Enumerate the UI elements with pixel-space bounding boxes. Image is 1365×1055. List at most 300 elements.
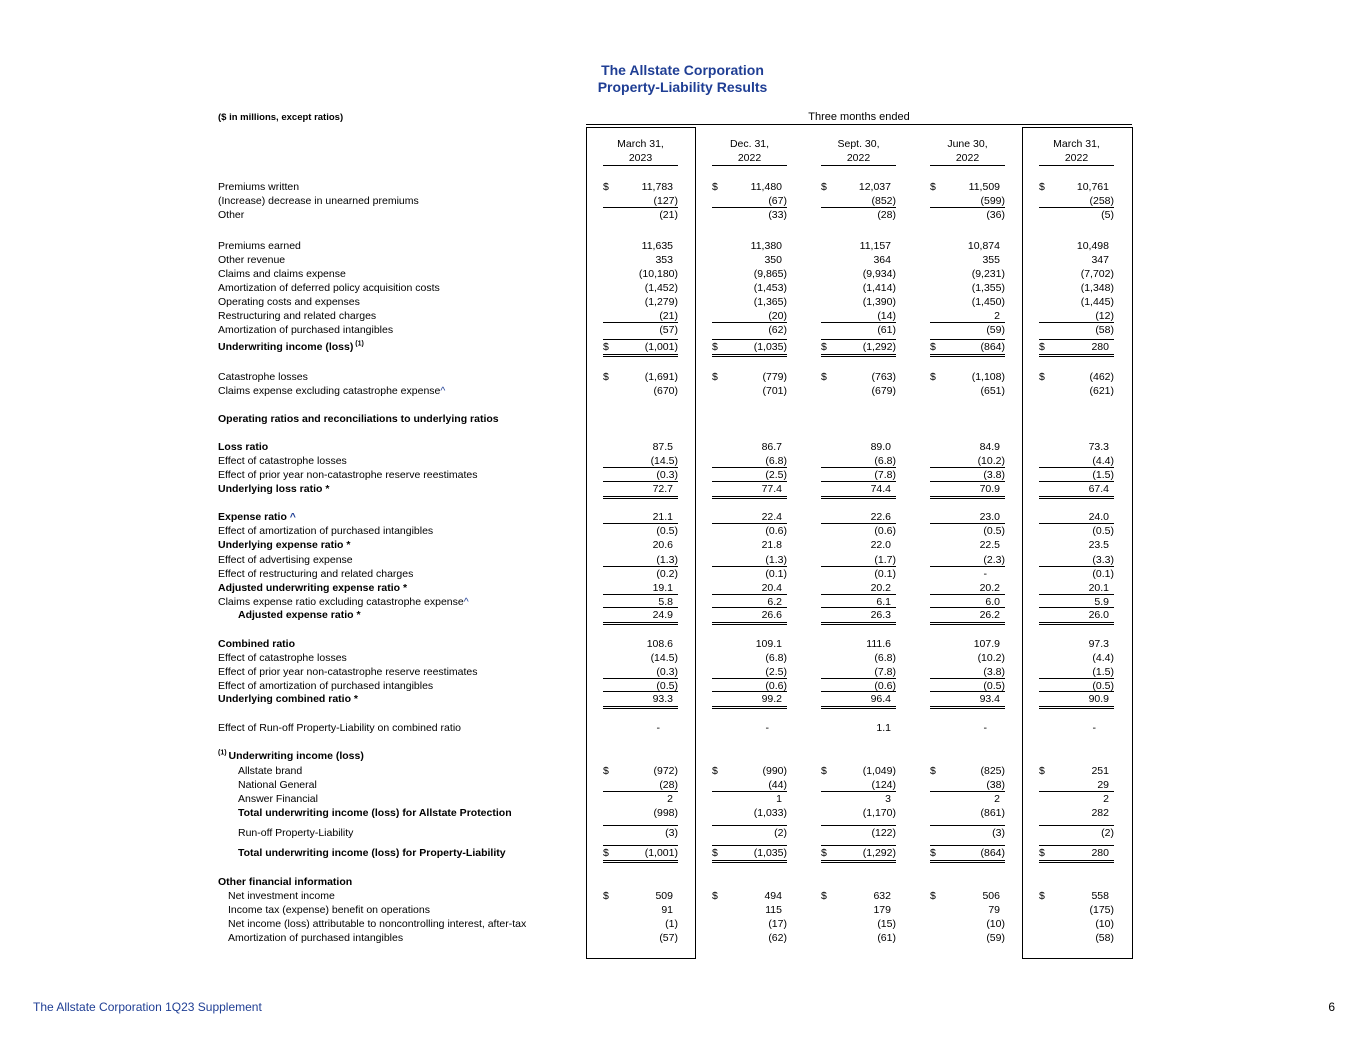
table-row: [0, 665, 1365, 679]
value: 2: [994, 793, 1000, 805]
single-rule: [1039, 594, 1114, 595]
value-cell: [821, 721, 896, 735]
single-rule: [1039, 825, 1114, 826]
value: (9,865): [753, 268, 787, 280]
table-row: [0, 510, 1365, 524]
value: 84.9: [979, 441, 1000, 453]
value: (621): [1089, 385, 1114, 397]
value: 26.2: [979, 609, 1000, 621]
value-cell: [930, 651, 1005, 665]
value-cell: [930, 239, 1005, 253]
dollar-sign: $: [1039, 181, 1045, 193]
dollar-sign: $: [712, 341, 718, 353]
value-cell: [712, 208, 787, 222]
value-cell: [712, 239, 787, 253]
value: (599): [980, 195, 1005, 207]
value-cell: [930, 581, 1005, 595]
value-cell: [821, 538, 896, 552]
single-rule: [712, 594, 787, 595]
double-rule: [1039, 622, 1114, 625]
value-cell: [930, 889, 1005, 903]
double-rule: [603, 481, 678, 482]
value-cell: [603, 637, 678, 651]
single-rule: [1039, 791, 1114, 792]
value-cell: [603, 309, 678, 323]
caret-marker: ^: [286, 511, 296, 523]
value: (1,108): [971, 371, 1005, 383]
value-cell: [930, 510, 1005, 524]
value-cell: [821, 253, 896, 267]
value: 21.1: [652, 511, 673, 523]
value: 11,157: [859, 240, 891, 252]
column-header-month: Dec. 31,: [729, 138, 770, 150]
value: (4.4): [1092, 652, 1114, 664]
dollar-sign: $: [603, 181, 609, 193]
column-header-year: 2023: [628, 152, 653, 164]
row-label: Effect of advertising expense: [218, 554, 353, 566]
value: (864): [980, 847, 1005, 859]
value: (14.5): [650, 455, 678, 467]
dollar-sign: $: [1039, 371, 1045, 383]
double-rule: [1039, 481, 1114, 482]
single-rule: [1039, 678, 1114, 679]
value: (57): [659, 324, 678, 336]
value: (1,049): [862, 765, 896, 777]
value-cell: [603, 370, 678, 384]
column-header-year: 2022: [737, 152, 762, 164]
double-rule: [821, 622, 896, 625]
value-cell: [821, 581, 896, 595]
page-subtitle: Property-Liability Results: [597, 79, 768, 95]
value: (9,934): [862, 268, 896, 280]
value-cell: [1039, 208, 1114, 222]
value: (0.3): [656, 666, 678, 678]
table-row: [0, 482, 1365, 496]
double-rule: [712, 354, 787, 357]
table-row: [0, 180, 1365, 194]
column-header: [1039, 137, 1114, 165]
column-header-underline: [1039, 165, 1114, 166]
dollar-sign: $: [821, 341, 827, 353]
row-label: Underlying loss ratio *: [218, 483, 330, 495]
table-row: [0, 608, 1365, 622]
value: (651): [980, 385, 1005, 397]
column-header-month: Sept. 30,: [837, 138, 880, 150]
value: (61): [877, 932, 896, 944]
table-row: [0, 903, 1365, 917]
double-rule: [930, 354, 1005, 357]
value: 19.1: [652, 582, 673, 594]
value-cell: [930, 917, 1005, 931]
value-cell: [603, 651, 678, 665]
row-label: Adjusted underwriting expense ratio *: [218, 582, 408, 594]
double-rule: [821, 339, 896, 340]
value: (28): [659, 779, 678, 791]
table-row: [0, 524, 1365, 538]
value: (62): [768, 324, 787, 336]
value: (0.5): [1092, 525, 1114, 537]
value: 355: [982, 254, 1000, 266]
value-cell: [930, 440, 1005, 454]
dollar-sign: $: [930, 371, 936, 383]
value-cell: [603, 721, 678, 735]
single-rule: [1039, 566, 1114, 567]
value-cell: [603, 692, 678, 706]
value: (61): [877, 324, 896, 336]
value: 11,783: [641, 181, 673, 193]
single-rule: [821, 566, 896, 567]
value-cell: [712, 482, 787, 496]
row-label: Loss ratio: [218, 441, 269, 453]
caret-marker: ^: [463, 596, 469, 608]
value: 89.0: [870, 441, 891, 453]
value-cell: [1039, 692, 1114, 706]
dollar-sign: $: [1039, 765, 1045, 777]
single-rule: [1039, 467, 1114, 468]
column-header-underline: [712, 165, 787, 166]
double-rule: [930, 481, 1005, 482]
row-label: Amortization of purchased intangibles: [228, 932, 404, 944]
dollar-sign: $: [821, 890, 827, 902]
table-row: [0, 281, 1365, 295]
value-cell: [821, 208, 896, 222]
value: -: [1092, 722, 1096, 734]
value-cell: [930, 538, 1005, 552]
value-cell: [930, 931, 1005, 945]
row-label: Restructuring and related charges: [218, 310, 377, 322]
dollar-sign: $: [930, 890, 936, 902]
value-cell: [821, 917, 896, 931]
value: (1,355): [971, 282, 1005, 294]
value: 77.4: [761, 483, 782, 495]
value-cell: [712, 792, 787, 806]
value-cell: [1039, 239, 1114, 253]
value: 632: [873, 890, 891, 902]
value: 353: [655, 254, 673, 266]
double-rule: [930, 339, 1005, 340]
row-label: Premiums written: [218, 181, 300, 193]
value: 26.6: [761, 609, 782, 621]
value-cell: [712, 295, 787, 309]
value-cell: [821, 637, 896, 651]
table-row: [0, 253, 1365, 267]
column-header-year: 2022: [955, 152, 980, 164]
double-rule: [603, 339, 678, 340]
value: (1,035): [753, 341, 787, 353]
value: (0.2): [656, 568, 678, 580]
value: (1,001): [644, 847, 678, 859]
value: 251: [1091, 765, 1109, 777]
value-cell: [1039, 637, 1114, 651]
value: 86.7: [761, 441, 782, 453]
double-rule: [712, 496, 787, 499]
column-header-underline: [603, 165, 678, 166]
single-rule: [712, 467, 787, 468]
value-cell: [1039, 651, 1114, 665]
value: 24.9: [652, 609, 673, 621]
value-cell: [930, 665, 1005, 679]
value-cell: [821, 384, 896, 398]
dollar-sign: $: [930, 765, 936, 777]
table-row: [0, 792, 1365, 806]
single-rule: [821, 467, 896, 468]
double-rule: [821, 496, 896, 499]
single-rule: [930, 467, 1005, 468]
double-rule: [1039, 860, 1114, 863]
single-rule: [821, 791, 896, 792]
double-rule: [930, 496, 1005, 499]
table-row: [0, 721, 1365, 735]
value-cell: [1039, 721, 1114, 735]
value: (701): [762, 385, 787, 397]
dollar-sign: $: [603, 371, 609, 383]
value: (972): [653, 765, 678, 777]
value: (1,691): [644, 371, 678, 383]
value-cell: [821, 665, 896, 679]
value: 20.2: [870, 582, 891, 594]
value-cell: [712, 721, 787, 735]
value: -: [983, 568, 987, 580]
double-rule: [930, 706, 1005, 709]
value: 20.6: [652, 539, 673, 551]
table-row: [0, 468, 1365, 482]
table-row: [0, 567, 1365, 581]
value-cell: [930, 524, 1005, 538]
caret-marker: ^: [440, 385, 446, 397]
value: (3): [992, 827, 1005, 839]
value-cell: [603, 665, 678, 679]
value: 11,509: [968, 181, 1000, 193]
value: (1,390): [862, 296, 896, 308]
value-cell: [821, 194, 896, 208]
double-rule: [603, 607, 678, 608]
single-rule: [930, 523, 1005, 524]
double-rule: [1039, 496, 1114, 499]
value-cell: [930, 608, 1005, 622]
value: (21): [659, 209, 678, 221]
value: (1.3): [656, 554, 678, 566]
single-rule: [712, 207, 787, 208]
value-cell: [821, 180, 896, 194]
value: 10,498: [1076, 240, 1109, 252]
value-cell: [1039, 567, 1114, 581]
row-label: Total underwriting income (loss) for Allstate Protection: [238, 807, 512, 819]
value-cell: [821, 239, 896, 253]
value-cell: [603, 553, 678, 567]
value: (779): [762, 371, 787, 383]
row-label: Claims expense ratio excluding catastrophe expense^: [218, 596, 469, 608]
column-header-year: 2022: [846, 152, 871, 164]
value: -: [765, 722, 769, 734]
single-rule: [603, 678, 678, 679]
dollar-sign: $: [603, 341, 609, 353]
double-rule: [930, 845, 1005, 846]
value-cell: [930, 194, 1005, 208]
single-rule: [1039, 207, 1114, 208]
value-cell: [712, 608, 787, 622]
value-cell: [930, 764, 1005, 778]
value-cell: [603, 482, 678, 496]
value-cell: [712, 903, 787, 917]
single-rule: [603, 207, 678, 208]
value: 93.4: [979, 693, 1000, 705]
value-cell: [712, 194, 787, 208]
double-rule: [1039, 706, 1114, 709]
footer-title: The Allstate Corporation 1Q23 Supplement: [33, 1000, 262, 1014]
value: 24.0: [1088, 511, 1109, 523]
value-cell: [603, 239, 678, 253]
value-cell: [603, 340, 678, 354]
dollar-sign: $: [1039, 890, 1045, 902]
double-rule: [603, 691, 678, 692]
row-label: Effect of catastrophe losses: [218, 455, 347, 467]
double-rule: [712, 706, 787, 709]
value: 1.1: [876, 722, 891, 734]
value: 22.6: [870, 511, 891, 523]
dollar-sign: $: [603, 890, 609, 902]
single-rule: [821, 207, 896, 208]
value-cell: [821, 281, 896, 295]
value: (10.2): [977, 455, 1005, 467]
value: 10,874: [967, 240, 1000, 252]
value: 280: [1091, 341, 1109, 353]
value: 20.2: [979, 582, 1000, 594]
value: (3.8): [983, 666, 1005, 678]
value-cell: [712, 524, 787, 538]
value-cell: [603, 917, 678, 931]
value: (462): [1089, 371, 1114, 383]
value-cell: [1039, 764, 1114, 778]
table-row: [0, 692, 1365, 706]
row-label: Operating ratios and reconciliations to underlying ratios: [218, 413, 499, 425]
value: (3.8): [983, 469, 1005, 481]
value: (59): [986, 932, 1005, 944]
row-label: Effect of prior year non-catastrophe reserve reestimates: [218, 469, 478, 481]
value-cell: [1039, 194, 1114, 208]
value-cell: [712, 637, 787, 651]
value-cell: [930, 208, 1005, 222]
value-cell: [1039, 267, 1114, 281]
value-cell: [603, 792, 678, 806]
table-row: [0, 637, 1365, 651]
column-header-month: March 31,: [1053, 138, 1100, 150]
value: (57): [659, 932, 678, 944]
value-cell: [603, 608, 678, 622]
value-cell: [821, 295, 896, 309]
value: 6.2: [767, 596, 782, 608]
row-label: (Increase) decrease in unearned premiums: [218, 195, 419, 207]
value-cell: [1039, 440, 1114, 454]
value-cell: [1039, 806, 1114, 820]
table-row: [0, 370, 1365, 384]
value-cell: [1039, 889, 1114, 903]
value-cell: [1039, 665, 1114, 679]
value: 115: [765, 904, 782, 916]
single-rule: [712, 791, 787, 792]
double-rule: [603, 354, 678, 357]
single-rule: [821, 523, 896, 524]
value-cell: [1039, 370, 1114, 384]
value: (1,450): [971, 296, 1005, 308]
value: (6.8): [765, 455, 787, 467]
value: 74.4: [870, 483, 891, 495]
table-row: [0, 323, 1365, 337]
value: (1,170): [862, 807, 896, 819]
value-cell: [603, 778, 678, 792]
value: (14): [877, 310, 896, 322]
value: (3.3): [1092, 554, 1114, 566]
row-label: Underwriting income (loss) $^{(1)}$: [218, 340, 364, 353]
value-cell: [1039, 482, 1114, 496]
value-cell: [1039, 792, 1114, 806]
value: (998): [653, 807, 678, 819]
column-header-month: March 31,: [617, 138, 664, 150]
value-cell: [821, 567, 896, 581]
value: (6.8): [874, 652, 896, 664]
value: (0.5): [983, 680, 1005, 692]
table-row: [0, 295, 1365, 309]
value-cell: [603, 903, 678, 917]
double-rule: [821, 607, 896, 608]
value-cell: [603, 194, 678, 208]
value: (2): [1101, 827, 1114, 839]
value: (1.7): [874, 554, 896, 566]
value-cell: [821, 468, 896, 482]
value-cell: [603, 295, 678, 309]
double-rule: [712, 481, 787, 482]
value-cell: [821, 370, 896, 384]
double-rule: [1039, 354, 1114, 357]
table-row: [0, 764, 1365, 778]
double-rule: [930, 622, 1005, 625]
row-label: Expense ratio ^: [218, 511, 296, 523]
column-header-year: 2022: [1064, 152, 1089, 164]
row-label: Other financial information: [218, 876, 353, 888]
table-row: [0, 917, 1365, 931]
column-header-underline: [930, 165, 1005, 166]
row-label: Effect of catastrophe losses: [218, 652, 347, 664]
period-label: Three months ended: [808, 111, 910, 123]
value: (0.3): [656, 469, 678, 481]
column-header-underline: [821, 165, 896, 166]
value-cell: [930, 826, 1005, 840]
value: 6.1: [876, 596, 891, 608]
value: (1,292): [862, 341, 896, 353]
row-label: National General: [238, 779, 317, 791]
value: (763): [871, 371, 896, 383]
row-label: Net investment income: [228, 890, 335, 902]
value: (0.5): [983, 525, 1005, 537]
value: (0.6): [765, 525, 787, 537]
value: (21): [659, 310, 678, 322]
value: (1.5): [1092, 666, 1114, 678]
value-cell: [1039, 281, 1114, 295]
single-rule: [821, 825, 896, 826]
value-cell: [603, 806, 678, 820]
value-cell: [821, 323, 896, 337]
value: (2): [774, 827, 787, 839]
footnote-marker: (1): [353, 340, 364, 348]
value-cell: [821, 608, 896, 622]
single-rule: [603, 825, 678, 826]
value-cell: [821, 553, 896, 567]
row-label: Underlying expense ratio *: [218, 539, 351, 551]
value-cell: [712, 370, 787, 384]
value: (258): [1089, 195, 1114, 207]
value: (10,180): [638, 268, 678, 280]
value: (127): [653, 195, 678, 207]
value: (852): [871, 195, 896, 207]
